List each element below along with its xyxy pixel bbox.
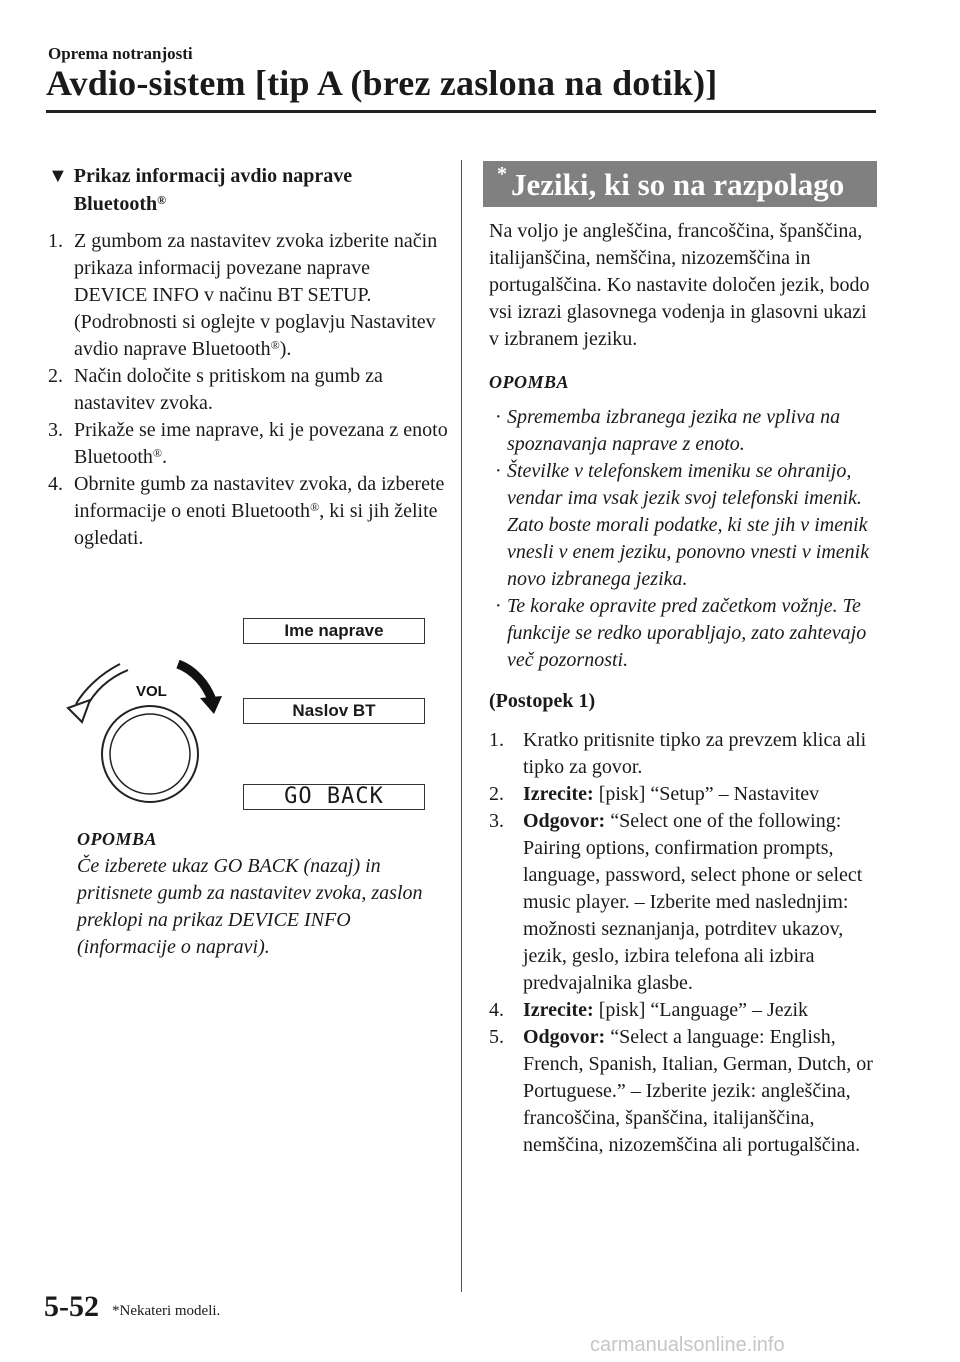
- step-number: 2.: [489, 783, 504, 805]
- list-item: [489, 997, 881, 1024]
- title-underline: [46, 110, 876, 113]
- step-number: 1.: [48, 230, 63, 252]
- note-heading: OPOMBA: [489, 372, 570, 392]
- list-item: [489, 808, 881, 997]
- left-column: [48, 162, 448, 552]
- triangle-marker-icon: ▼: [48, 165, 68, 187]
- list-item: [489, 458, 881, 593]
- step-text: Odgovor: “Select a language: English, French, Spanish, Italian, German, Dutch, or Portuguese.” – Izberite jezik: angleščina, francoščina, španščina, italijanščina, nemščina, nizozemščina ali portugalščina.: [523, 1026, 873, 1156]
- note-text: Če izberete ukaz GO BACK (nazaj) in pritisnete gumb za nastavitev zvoka, zaslon preklopi na prikaz DEVICE INFO (informacije o napravi).: [77, 855, 423, 958]
- screen-device-name: Ime naprave: [243, 618, 425, 644]
- bullet-dot-icon: ·: [495, 406, 501, 428]
- left-note: [77, 826, 447, 961]
- subsection-heading: [48, 162, 448, 218]
- step-number: 5.: [489, 1026, 504, 1048]
- step-text: Izrecite: [pisk] “Setup” – Nastavitev: [523, 783, 820, 805]
- screen-go-back: GO BACK: [243, 784, 425, 810]
- step-number: 1.: [489, 729, 504, 751]
- languages-banner: [483, 161, 877, 207]
- subsection-heading-text: Prikaz informacij avdio naprave Bluetooth: [73, 165, 353, 215]
- registered-mark: ®: [157, 193, 167, 207]
- bluetooth-steps-list: [48, 228, 448, 552]
- bullet-dot-icon: ·: [495, 460, 501, 482]
- bullet-text: Te korake opravite pred začetkom vožnje. Te funkcije se redko uporabljajo, zato zahtevajo več pozornosti.: [507, 595, 867, 671]
- svg-text:VOL: VOL: [136, 683, 167, 700]
- list-item: [489, 781, 881, 808]
- step-text: Obrnite gumb za nastavitev zvoka, da izberete informacije o enoti Bluetooth®, ki si jih želite ogledati.: [74, 473, 445, 549]
- list-item: [48, 363, 448, 417]
- step-number: 3.: [48, 419, 63, 441]
- procedure-heading: (Postopek 1): [489, 690, 596, 712]
- list-item: [48, 471, 448, 552]
- vol-knob-icon: [60, 604, 240, 824]
- vol-knob-figure: [60, 604, 440, 824]
- watermark: carmanualsonline.info: [590, 1334, 785, 1356]
- list-item: [489, 593, 881, 674]
- column-divider: [461, 160, 462, 1292]
- note-bullets: [489, 404, 881, 674]
- section-kicker: Oprema notranjosti: [48, 44, 193, 63]
- list-item: [489, 1024, 881, 1159]
- bullet-text: Številke v telefonskem imeniku se ohranijo, vendar ima vsak jezik svoj telefonski imenik. Zato boste morali podatke, ki ste jih v imenik vnesli v enem jeziku, ponovno vnesti v imenik novo izbranega jezika.: [507, 460, 870, 590]
- step-number: 4.: [48, 473, 63, 495]
- right-column: [489, 218, 881, 1159]
- list-item: [489, 727, 881, 781]
- list-item: [48, 417, 448, 471]
- step-number: 3.: [489, 810, 504, 832]
- bullet-dot-icon: ·: [495, 595, 501, 617]
- bullet-text: Sprememba izbranega jezika ne vpliva na spoznavanja naprave z enoto.: [507, 406, 841, 455]
- banner-title: Jeziki, ki so na razpolago: [511, 167, 845, 202]
- page-title: Avdio-sistem [tip A (brez zaslona na dotik)]: [46, 63, 718, 103]
- step-text: Način določite s pritiskom na gumb za nastavitev zvoka.: [74, 365, 383, 414]
- footnote: *Nekateri modeli.: [112, 1303, 221, 1319]
- list-item: [48, 228, 448, 363]
- step-text: Kratko pritisnite tipko za prevzem klica ali tipko za govor.: [523, 729, 867, 778]
- step-number: 4.: [489, 999, 504, 1021]
- step-text: Z gumbom za nastavitev zvoka izberite način prikaza informacij povezane naprave DEVICE INFO v načinu BT SETUP. (Podrobnosti si oglejte v poglavju Nastavitev avdio naprave Bluetooth®).: [74, 230, 438, 360]
- note-heading: OPOMBA: [77, 829, 158, 849]
- screen-bt-address: Naslov BT: [243, 698, 425, 724]
- list-item: [489, 404, 881, 458]
- intro-paragraph: Na voljo je angleščina, francoščina, španščina, italijanščina, nemščina, nizozemščina in portugalščina. Ko nastavite določen jezik, bodo vsi izrazi glasovnega vodenja in glasovni ukazi v izbranem jeziku.: [489, 220, 870, 350]
- procedure-steps-list: [489, 727, 881, 1159]
- step-text: Izrecite: [pisk] “Language” – Jezik: [523, 999, 809, 1021]
- step-text: Odgovor: “Select one of the following: Pairing options, confirmation prompts, language, password, select phone or select music player. – Izberite med naslednjim: možnosti seznanjanja, potrditev ukazov, jezik, geslo, izbira telefona ali izbira predvajalnika glasbe.: [523, 810, 863, 994]
- step-text: Prikaže se ime naprave, ki je povezana z enoto Bluetooth®.: [74, 419, 448, 468]
- page-number: 5-52: [44, 1290, 99, 1323]
- asterisk-mark: *: [497, 163, 507, 185]
- step-number: 2.: [48, 365, 63, 387]
